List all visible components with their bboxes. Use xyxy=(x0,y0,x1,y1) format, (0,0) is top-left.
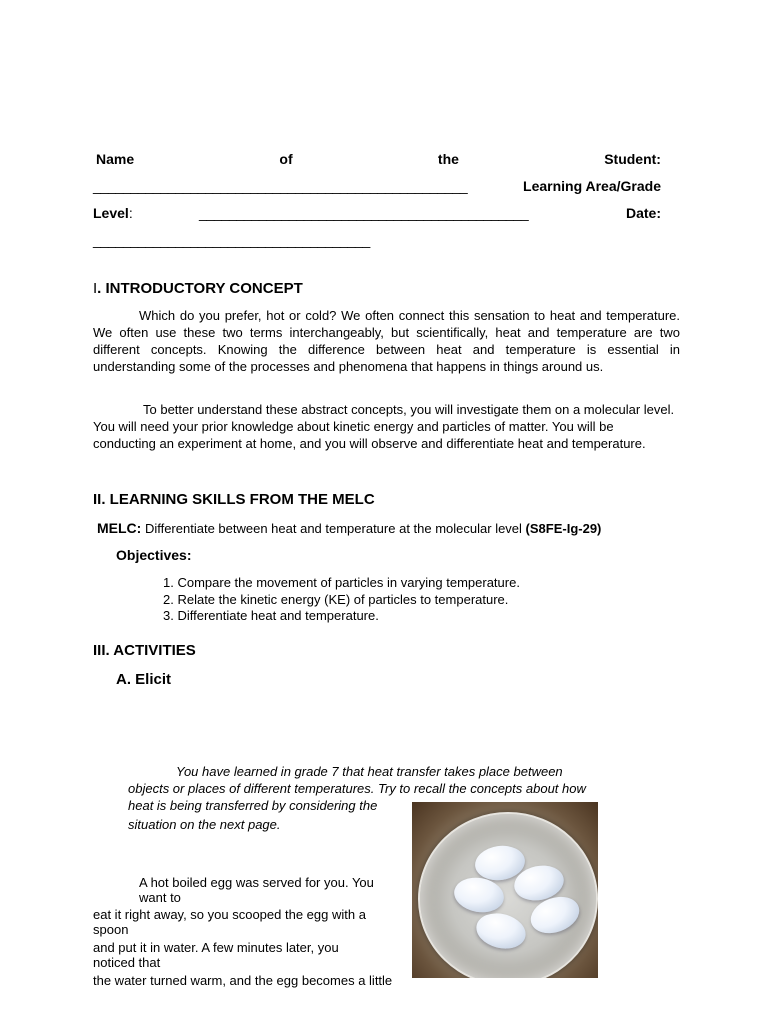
level-label: Level: xyxy=(93,205,133,221)
section-melc-title: II. LEARNING SKILLS FROM THE MELC xyxy=(93,491,375,508)
melc-line xyxy=(97,520,601,536)
objectives-label: Objectives: xyxy=(116,547,192,563)
story-line: the water turned warm, and the egg becomes a little xyxy=(93,973,393,988)
name-blank[interactable]: __________________________________________________ xyxy=(93,178,468,194)
elicit-subtitle: A. Elicit xyxy=(116,671,172,688)
melc-label: MELC: xyxy=(97,520,142,536)
intro-paragraph-2: To better understand these abstract concepts, you will investigate them on a molecular level. You will need your prior knowledge about kinetic energy and particles of matter. You will be conducting an experiment at home, and you will observe and differentiate heat and temperature. xyxy=(93,402,675,451)
objective-item: 2. Relate the kinetic energy (KE) of particles to temperature. xyxy=(163,591,509,607)
learning-area-label: Learning Area/Grade xyxy=(523,178,661,194)
elicit-italic-line: objects or places of different temperatures. Try to recall the concepts about how xyxy=(128,781,586,796)
objective-item: 1. Compare the movement of particles in varying temperature. xyxy=(163,575,520,590)
student-name-row xyxy=(96,151,661,167)
objectives-list xyxy=(163,575,520,625)
learning-area-row xyxy=(93,178,661,194)
level-blank[interactable]: ____________________________________________ xyxy=(199,205,529,221)
the-word: the xyxy=(437,151,459,167)
story-line: noticed that xyxy=(93,955,161,970)
glass-bowl xyxy=(418,812,598,978)
date-blank[interactable]: _____________________________________ xyxy=(93,232,370,248)
student-word: Student: xyxy=(604,151,661,167)
name-word: Name xyxy=(96,151,135,167)
melc-code: (S8FE-Ig-29) xyxy=(525,521,602,536)
melc-text: Differentiate between heat and temperature at the molecular level xyxy=(141,521,526,536)
story-line: spoon xyxy=(93,922,129,937)
level-date-row xyxy=(93,205,661,225)
story-line: and put it in water. A few minutes later, you xyxy=(93,940,339,955)
section-intro-title: I. INTRODUCTORY CONCEPT xyxy=(93,280,303,297)
elicit-italic-line: situation on the next page. xyxy=(128,817,281,832)
story-line: A hot boiled egg was served for you. You xyxy=(139,875,374,890)
section-activities-title: III. ACTIVITIES xyxy=(93,642,196,659)
of-word: of xyxy=(279,151,293,167)
date-label: Date: xyxy=(625,205,661,221)
objective-item: 3. Differentiate heat and temperature. xyxy=(163,608,379,623)
elicit-italic-line: You have learned in grade 7 that heat transfer takes place between xyxy=(176,764,563,779)
egg xyxy=(473,908,530,953)
elicit-italic-line: heat is being transferred by considering the xyxy=(128,798,378,813)
eggs-in-water-photo xyxy=(412,802,598,978)
story-line: eat it right away, so you scooped the egg with a xyxy=(93,907,366,922)
intro-paragraph-1: Which do you prefer, hot or cold? We often connect this sensation to heat and temperature. We often use these two terms interchangeably, but scientifically, heat and temperature are two different concepts. Knowing the difference between heat and temperature is essential in understanding some of the processes and phenomena that happens in things around us. xyxy=(93,308,680,374)
story-line: want to xyxy=(139,890,181,905)
